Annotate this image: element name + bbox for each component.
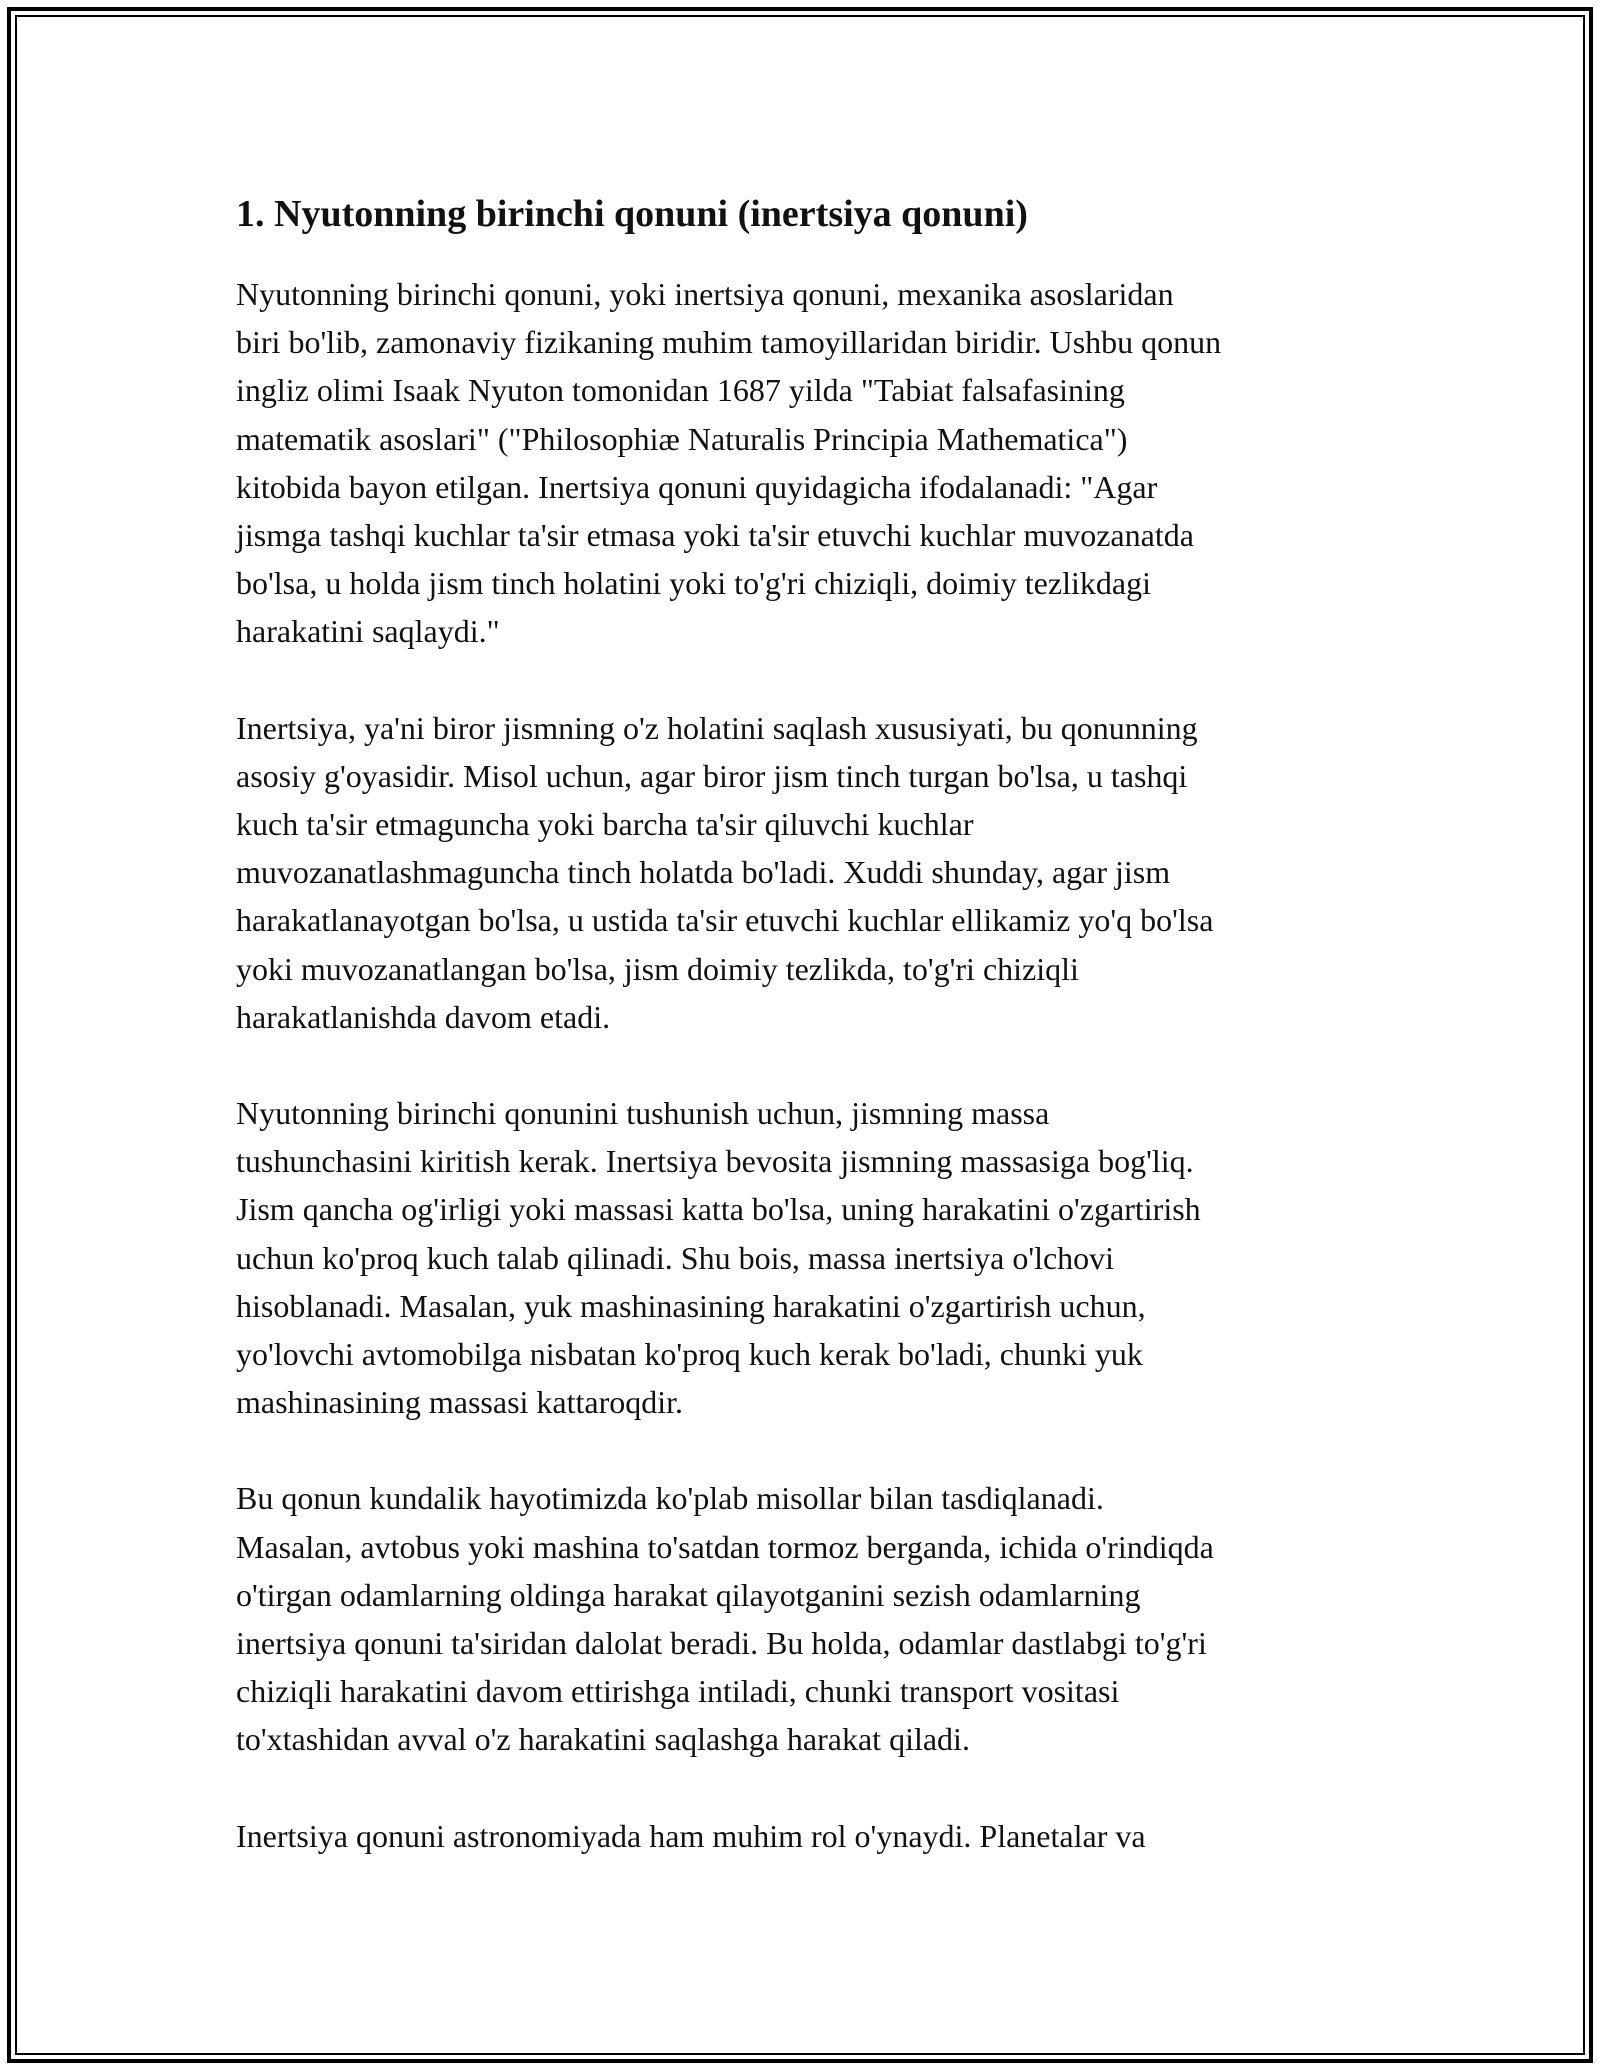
text-line: Inertsiya qonuni astronomiyada ham muhim rol o'ynaydi. Planetalar va [236, 1817, 1146, 1854]
text-line: matematik asoslari" ("Philosophiæ Naturalis Principia Mathematica") [236, 420, 1128, 457]
text-line: Bu qonun kundalik hayotimizda ko'plab misollar bilan tasdiqlanadi. [236, 1480, 1104, 1517]
text-line: Nyutonning birinchi qonunini tushunish uchun, jismning massa [236, 1095, 1050, 1132]
text-line: Nyutonning birinchi qonuni, yoki inertsiya qonuni, mexanika asoslaridan [236, 276, 1174, 312]
document-body [236, 186, 1386, 1908]
text-line: ingliz olimi Isaak Nyuton tomonidan 1687 yilda "Tabiat falsafasining [236, 372, 1125, 409]
text-line: biri bo'lib, zamonaviy fizikaning muhim tamoyillaridan biridir. Ushbu qonun [236, 324, 1222, 361]
text-line: inertsiya qonuni ta'siridan dalolat beradi. Bu holda, odamlar dastlabgi to'g'ri [236, 1625, 1207, 1662]
text-line: Inertsiya, ya'ni biror jismning o'z holatini saqlash xususiyati, bu qonunning [236, 709, 1198, 746]
text-line: asosiy g'oyasidir. Misol uchun, agar biror jism tinch turgan bo'lsa, u tashqi [236, 757, 1188, 794]
text-line: tushunchasini kiritish kerak. Inertsiya bevosita jismning massasiga bog'liq. [236, 1143, 1194, 1180]
text-line: kitobida bayon etilgan. Inertsiya qonuni quyidagicha ifodalanadi: "Agar [236, 468, 1158, 505]
text-line: mashinasining massasi kattaroqdir. [236, 1384, 684, 1421]
text-line: kuch ta'sir etmaguncha yoki barcha ta'sir qiluvchi kuchlar [236, 806, 974, 843]
document-title: 1. Nyutonning birinchi qonuni (inertsiya qonuni) [236, 193, 1028, 235]
text-line: yo'lovchi avtomobilga nisbatan ko'proq kuch kerak bo'ladi, chunki yuk [236, 1336, 1143, 1373]
text-line: harakatlanayotgan bo'lsa, u ustida ta'sir etuvchi kuchlar ellikamiz yo'q bo'lsa [236, 902, 1214, 939]
text-line: harakatini saqlaydi." [236, 613, 500, 650]
paragraph-1 [236, 270, 1386, 656]
paragraph-2 [236, 704, 1386, 1041]
text-line: to'xtashidan avval o'z harakatini saqlashga harakat qiladi. [236, 1721, 970, 1758]
text-line: o'tirgan odamlarning oldinga harakat qilayotganini sezish odamlarning [236, 1576, 1141, 1613]
text-line: Jism qancha og'irligi yoki massasi katta bo'lsa, uning harakatini o'zgartirish [236, 1191, 1201, 1228]
text-line: jismga tashqi kuchlar ta'sir etmasa yoki ta'sir etuvchi kuchlar muvozanatda [236, 517, 1194, 554]
text-line: harakatlanishda davom etadi. [236, 998, 611, 1035]
text-line: hisoblanadi. Masalan, yuk mashinasining harakatini o'zgartirish uchun, [236, 1287, 1146, 1324]
text-line: yoki muvozanatlangan bo'lsa, jism doimiy tezlikda, to'g'ri chiziqli [236, 950, 1079, 987]
text-line: uchun ko'proq kuch talab qilinadi. Shu bois, massa inertsiya o'lchovi [236, 1239, 1115, 1276]
paragraph-4 [236, 1474, 1386, 1763]
text-line: Masalan, avtobus yoki mashina to'satdan tormoz berganda, ichida o'rindiqda [236, 1528, 1214, 1565]
text-line: bo'lsa, u holda jism tinch holatini yoki to'g'ri chiziqli, doimiy tezlikdagi [236, 565, 1151, 602]
text-line: chiziqli harakatini davom ettirishga intiladi, chunki transport vositasi [236, 1673, 1120, 1710]
paragraph-5 [236, 1812, 1386, 1860]
paragraph-3 [236, 1089, 1386, 1426]
text-line: muvozanatlashmaguncha tinch holatda bo'ladi. Xuddi shunday, agar jism [236, 854, 1171, 891]
